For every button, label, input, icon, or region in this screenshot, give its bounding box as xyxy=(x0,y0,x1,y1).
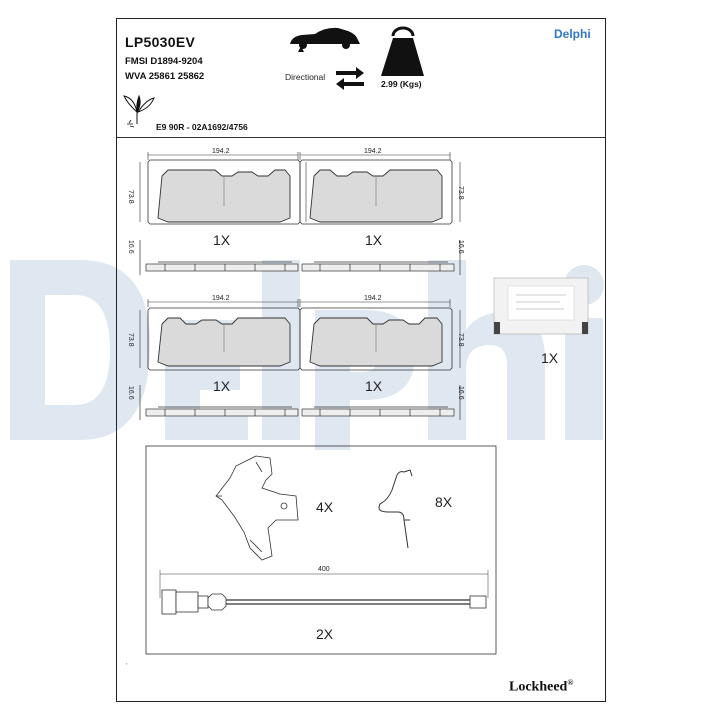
sensor-length-label: 400 xyxy=(318,566,330,573)
grease-sachet-image xyxy=(494,278,588,334)
brake-pad-bottom-right xyxy=(300,299,460,370)
accessories-box xyxy=(146,446,496,654)
brake-pad-top-right xyxy=(300,152,460,224)
header-divider xyxy=(117,137,605,138)
pad-height-label: 73.8 xyxy=(457,186,464,200)
pad-quantity-label: 1X xyxy=(213,378,231,394)
pad-width-label: 194.2 xyxy=(364,148,382,155)
clip-quantity-label: 4X xyxy=(316,499,334,515)
pad-quantity-label: 1X xyxy=(365,232,383,248)
spring-quantity-label: 8X xyxy=(435,494,453,510)
wva-reference: WVA 25861 25862 xyxy=(125,71,205,82)
pad-width-label: 194.2 xyxy=(212,148,230,155)
pad-height-label: 73.8 xyxy=(127,333,134,347)
directional-arrows-icon xyxy=(336,67,364,90)
fmsi-reference: FMSI D1894-9204 xyxy=(125,56,203,67)
pad-width-label: 194.2 xyxy=(364,295,382,302)
brand-logo: Delphi xyxy=(554,27,591,41)
lockheed-logo-text: Lockheed xyxy=(509,679,568,695)
brake-pad-bottom-left xyxy=(140,299,300,370)
wear-sensor-drawing xyxy=(160,570,488,614)
weight-label: 2.99 (Kgs) xyxy=(381,79,422,89)
pad-height-label: 73.8 xyxy=(127,190,134,204)
brake-pad-top-left xyxy=(140,152,306,224)
pad-profile-row-1 xyxy=(140,240,460,275)
sensor-quantity-label: 2X xyxy=(316,626,334,642)
pad-profile-row-2 xyxy=(140,385,460,420)
directional-label: Directional xyxy=(285,72,326,82)
pad-quantity-label: 1X xyxy=(365,378,383,394)
registered-mark: ® xyxy=(567,678,574,687)
car-icon xyxy=(290,28,360,52)
pad-thickness-label: 16.6 xyxy=(457,386,464,400)
pad-height-label: 73.8 xyxy=(457,333,464,347)
ece-approval-code: E9 90R - 02A1692/4756 xyxy=(156,122,248,132)
page-mark: ’ xyxy=(126,663,128,670)
pad-quantity-label: 1X xyxy=(213,232,231,248)
pad-thickness-label: 16.6 xyxy=(127,240,134,254)
pad-thickness-label: 16.6 xyxy=(457,240,464,254)
pad-width-label: 194.2 xyxy=(212,295,230,302)
spring-drawing xyxy=(379,470,412,548)
part-code: LP5030EV xyxy=(125,34,196,50)
eco-leaf-icon xyxy=(124,96,154,127)
mounting-clip-drawing xyxy=(216,456,298,560)
weight-icon xyxy=(381,28,424,76)
grease-quantity-label: 1X xyxy=(541,350,559,366)
lockheed-logo xyxy=(509,678,573,696)
pad-thickness-label: 16.6 xyxy=(127,386,134,400)
